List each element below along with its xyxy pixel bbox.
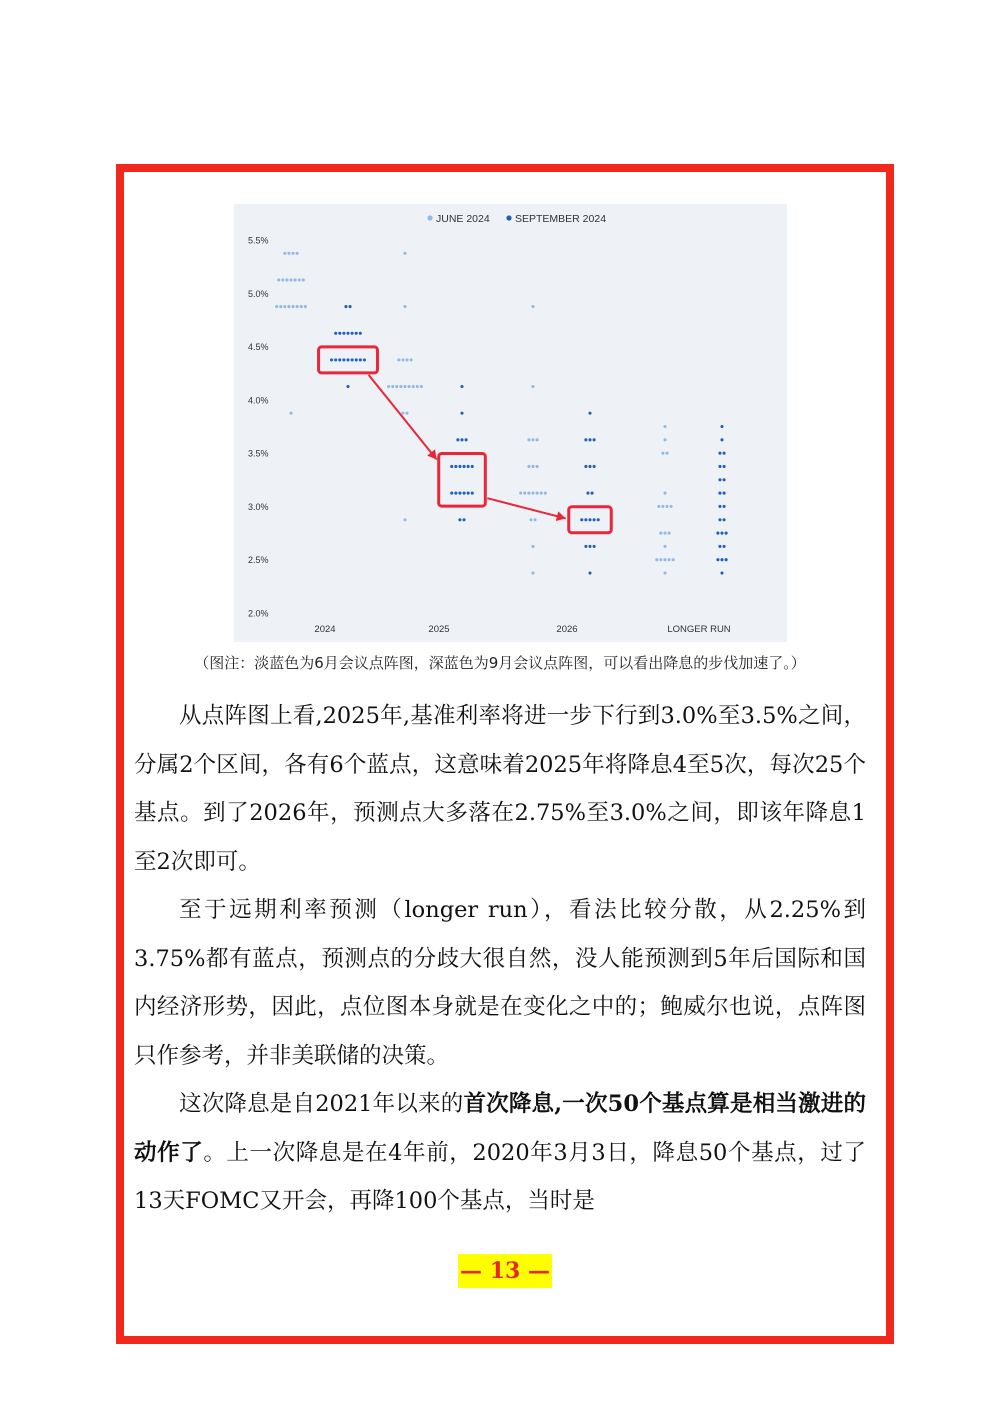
september-dot (723, 518, 726, 521)
september-dot (588, 545, 591, 548)
september-dot (716, 532, 719, 535)
y-tick-label: 3.0% (248, 501, 269, 512)
september-dot (593, 545, 596, 548)
september-dot (720, 558, 723, 561)
september-dot (716, 558, 719, 561)
x-tick-label: 2026 (556, 624, 578, 635)
june-dot (668, 532, 671, 535)
june-dot (412, 385, 415, 388)
june-dot (410, 358, 413, 361)
june-dot (663, 571, 666, 574)
june-dot (287, 252, 290, 255)
june-dot (657, 505, 660, 508)
june-dot (283, 305, 286, 308)
september-dot (450, 465, 453, 468)
june-dot (403, 305, 406, 308)
september-dot (718, 518, 721, 521)
june-dot (397, 358, 400, 361)
june-dot (292, 252, 295, 255)
june-dot (527, 465, 530, 468)
june-dot (661, 505, 664, 508)
september-dot (723, 545, 726, 548)
september-dot (463, 465, 466, 468)
september-dot (593, 465, 596, 468)
september-dot (450, 492, 453, 495)
june-dot (387, 385, 390, 388)
paragraph-3-bold: 首次降息,一次50个基点算是相当激进的动作了 (134, 1091, 866, 1166)
june-dot (534, 518, 537, 521)
september-dot (725, 558, 728, 561)
september-dot (351, 358, 354, 361)
june-dot (403, 252, 406, 255)
june-dot (406, 412, 409, 415)
june-dot (287, 305, 290, 308)
september-dot (463, 492, 466, 495)
june-dot (399, 385, 402, 388)
legend-june-label: JUNE 2024 (436, 213, 490, 225)
june-dot (304, 305, 307, 308)
y-tick-label: 4.0% (248, 395, 269, 406)
june-dot (395, 385, 398, 388)
september-dot (344, 305, 347, 308)
june-dot (519, 492, 522, 495)
june-dot (296, 305, 299, 308)
y-tick-label: 4.5% (248, 342, 269, 353)
september-dot (330, 358, 333, 361)
september-dot (346, 358, 349, 361)
highlight-box (439, 453, 486, 506)
june-dot (659, 558, 662, 561)
paragraph-2: 至于远期利率预测（longer run），看法比较分散，从2.25%到3.75%都有蓝点，预测点的分歧大很自然，没人能预测到5年后国际和国内经济形势，因此，点位图本身就是在变化之中的；鲍威尔也说，点阵图只作参考，并非美联储的决策。 (134, 897, 866, 1069)
september-dot (593, 438, 596, 441)
june-dot (401, 358, 404, 361)
september-dot (720, 438, 723, 441)
september-dot (723, 505, 726, 508)
september-dot (723, 478, 726, 481)
arrow-line (487, 498, 565, 518)
september-dot (593, 518, 596, 521)
june-dot (277, 278, 280, 281)
june-dot (406, 358, 409, 361)
september-dot (720, 571, 723, 574)
june-dot (403, 518, 406, 521)
june-dot (531, 305, 534, 308)
september-dot (355, 332, 358, 335)
june-dot (540, 492, 543, 495)
september-dot (467, 465, 470, 468)
june-dot (659, 532, 662, 535)
september-dot (471, 492, 474, 495)
september-dot (588, 465, 591, 468)
september-dot (584, 518, 587, 521)
june-dot (670, 505, 673, 508)
june-dot (668, 558, 671, 561)
june-dot (531, 571, 534, 574)
september-dot (359, 332, 362, 335)
dot-plot-chart (234, 204, 787, 642)
june-dot (544, 492, 547, 495)
june-dot (523, 492, 526, 495)
june-dot (531, 438, 534, 441)
september-dot (725, 532, 728, 535)
x-tick-label: 2025 (428, 624, 450, 635)
june-dot (296, 252, 299, 255)
june-dot (666, 452, 669, 455)
june-dot (403, 385, 406, 388)
june-dot (663, 545, 666, 548)
article-body (134, 692, 866, 1226)
september-dot (723, 452, 726, 455)
september-dot (588, 518, 591, 521)
september-dot (346, 332, 349, 335)
june-dot (672, 558, 675, 561)
september-dot (471, 465, 474, 468)
june-dot (663, 532, 666, 535)
september-dot (460, 385, 463, 388)
september-dot (458, 465, 461, 468)
june-dot (527, 438, 530, 441)
september-dot (460, 412, 463, 415)
september-dot (454, 465, 457, 468)
september-dot (584, 545, 587, 548)
june-dot (663, 492, 666, 495)
june-dot (275, 305, 278, 308)
june-dot (302, 278, 305, 281)
september-dot (338, 358, 341, 361)
september-dot (349, 305, 352, 308)
june-dot (292, 305, 295, 308)
june-dot (300, 305, 303, 308)
september-dot (456, 438, 459, 441)
paragraph-3-end: 。上一次降息是在4年前，2020年3月3日，降息50个基点，过了13天FOMC又开会，再降100个基点，当时是 (134, 1139, 866, 1214)
legend-june-marker (427, 215, 432, 220)
june-dot (279, 305, 282, 308)
september-dot (463, 518, 466, 521)
dot-plot-figure (234, 204, 787, 642)
june-dot (281, 278, 284, 281)
september-dot (718, 505, 721, 508)
y-tick-label: 5.5% (248, 235, 269, 246)
x-tick-label: 2024 (314, 624, 336, 635)
september-dot (718, 452, 721, 455)
september-dot (338, 332, 341, 335)
june-dot (536, 465, 539, 468)
june-dot (283, 252, 286, 255)
september-dot (584, 465, 587, 468)
y-tick-label: 2.0% (248, 608, 269, 619)
y-tick-label: 3.5% (248, 448, 269, 459)
september-dot (720, 425, 723, 428)
paragraph-1: 从点阵图上看,2025年,基准利率将进一步下行到3.0%至3.5%之间，分属2个区间，各有6个蓝点，这意味着2025年将降息4至5次，每次25个基点。到了2026年，预测点大多落在2.75%至3.0%之间，即该年降息1至2次即可。 (134, 703, 866, 875)
september-dot (346, 385, 349, 388)
september-dot (351, 332, 354, 335)
june-dot (531, 465, 534, 468)
june-dot (666, 505, 669, 508)
september-dot (342, 358, 345, 361)
september-dot (458, 492, 461, 495)
june-dot (391, 385, 394, 388)
june-dot (416, 385, 419, 388)
september-dot (580, 518, 583, 521)
september-dot (588, 412, 591, 415)
june-dot (529, 518, 532, 521)
june-dot (527, 492, 530, 495)
september-dot (720, 532, 723, 535)
legend-september-label: SEPTEMBER 2024 (515, 213, 607, 225)
arrow-line (369, 375, 437, 460)
figure-caption: （图注：淡蓝色为6月会议点阵图，深蓝色为9月会议点阵图，可以看出降息的步伐加速了。） (194, 654, 806, 672)
september-dot (723, 465, 726, 468)
september-dot (591, 492, 594, 495)
june-dot (536, 492, 539, 495)
september-dot (718, 478, 721, 481)
x-tick-label: LONGER RUN (667, 624, 731, 635)
september-dot (363, 358, 366, 361)
september-dot (334, 358, 337, 361)
september-dot (588, 438, 591, 441)
y-tick-label: 5.0% (248, 288, 269, 299)
june-dot (289, 412, 292, 415)
september-dot (342, 332, 345, 335)
september-dot (334, 332, 337, 335)
september-dot (454, 492, 457, 495)
september-dot (584, 438, 587, 441)
september-dot (355, 358, 358, 361)
june-dot (663, 438, 666, 441)
september-dot (718, 465, 721, 468)
september-dot (723, 492, 726, 495)
arrow-head (556, 511, 566, 521)
june-dot (298, 278, 301, 281)
september-dot (460, 438, 463, 441)
june-dot (401, 412, 404, 415)
june-dot (285, 278, 288, 281)
september-dot (588, 571, 591, 574)
september-dot (718, 492, 721, 495)
june-dot (408, 385, 411, 388)
june-dot (420, 385, 423, 388)
september-dot (597, 518, 600, 521)
september-dot (458, 518, 461, 521)
june-dot (655, 558, 658, 561)
y-tick-label: 2.5% (248, 555, 269, 566)
september-dot (467, 492, 470, 495)
june-dot (531, 385, 534, 388)
september-dot (359, 358, 362, 361)
legend-september-marker (506, 215, 511, 220)
september-dot (718, 545, 721, 548)
june-dot (663, 425, 666, 428)
paragraph-3-start: 这次降息是自2021年以来的 (179, 1091, 464, 1117)
september-dot (465, 438, 468, 441)
page-number: — 13 — (458, 1254, 552, 1288)
june-dot (531, 545, 534, 548)
june-dot (661, 452, 664, 455)
june-dot (663, 558, 666, 561)
june-dot (531, 492, 534, 495)
june-dot (289, 278, 292, 281)
paragraph-3 (134, 1080, 866, 1226)
june-dot (536, 438, 539, 441)
june-dot (294, 278, 297, 281)
september-dot (586, 492, 589, 495)
